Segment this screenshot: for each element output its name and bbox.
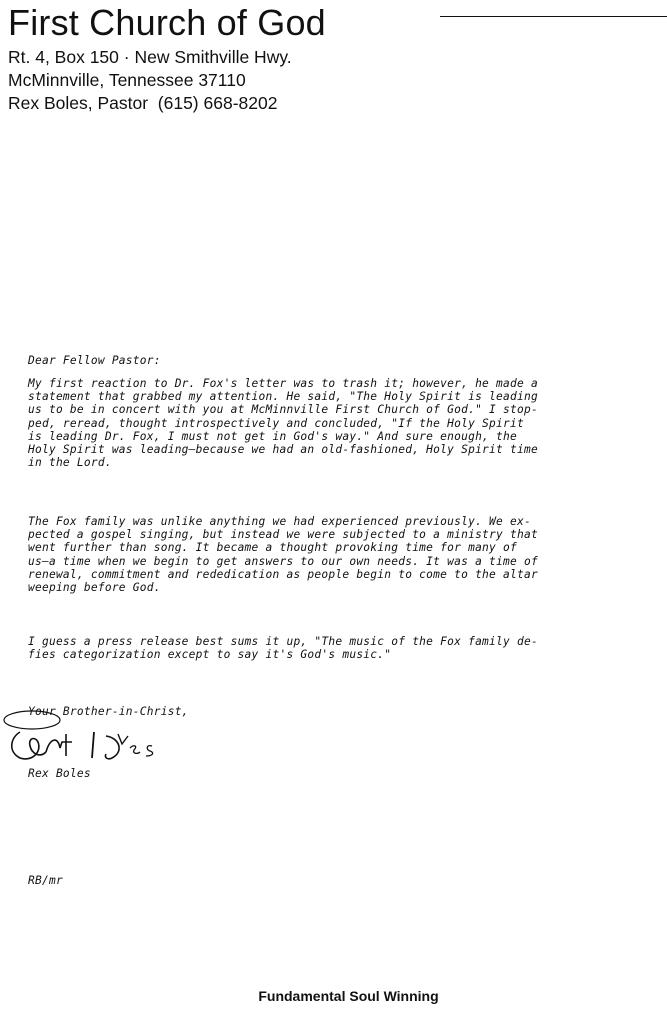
paragraph-2 xyxy=(28,515,658,594)
paragraph-line: is leading Dr. Fox, I must not get in God's way." And sure enough, the xyxy=(28,429,517,443)
salutation: Dear Fellow Pastor: xyxy=(28,354,161,367)
paragraph-line: went further than song. It became a thought provoking time for many of xyxy=(28,541,517,555)
paragraph-line: in the Lord. xyxy=(28,456,112,470)
signature-image xyxy=(2,708,172,768)
address-line-2: McMinnville, Tennessee 37110 xyxy=(8,70,246,90)
printed-name: Rex Boles xyxy=(28,767,91,780)
pastor-line: Rex Boles, Pastor (615) 668-8202 xyxy=(8,93,278,113)
footer-tagline: Fundamental Soul Winning xyxy=(258,988,439,1004)
address-line-1: Rt. 4, Box 150 · New Smithville Hwy. xyxy=(8,47,292,67)
paragraph-line: renewal, commitment and rededication as people begin to come to the altar xyxy=(28,567,538,581)
paragraph-line: The Fox family was unlike anything we had experienced previously. We ex- xyxy=(28,515,531,528)
paragraph-line: I guess a press release best sums it up, "The music of the Fox family de- xyxy=(28,635,538,648)
letterhead xyxy=(8,0,326,115)
paragraph-line: weeping before God. xyxy=(28,581,161,595)
paragraph-line: pected a gospel singing, but instead we were subjected to a ministry that xyxy=(28,528,538,542)
paragraph-line: fies categorization except to say it's God's music." xyxy=(28,648,392,662)
paragraph-line: ped, reread, thought introspectively and concluded, "If the Holy Spirit xyxy=(28,416,524,430)
paragraph-3 xyxy=(28,635,658,661)
paragraph-line: us—a time when we begin to get answers to our own needs. It was a time of xyxy=(28,554,538,568)
closing: Your Brother-in-Christ, xyxy=(28,705,189,718)
church-name: First Church of God xyxy=(8,2,326,43)
paragraph-line: Holy Spirit was leading—because we had an old-fashioned, Holy Spirit time xyxy=(28,443,538,457)
paragraph-line: My first reaction to Dr. Fox's letter was to trash it; however, he made a xyxy=(28,377,538,390)
paragraph-line: statement that grabbed my attention. He said, "The Holy Spirit is leading xyxy=(28,390,538,404)
letterhead-rule xyxy=(440,16,667,17)
paragraph-1 xyxy=(28,377,658,469)
typist-initials: RB/mr xyxy=(28,874,63,887)
paragraph-line: us to be in concert with you at McMinnville First Church of God." I stop- xyxy=(28,403,538,417)
